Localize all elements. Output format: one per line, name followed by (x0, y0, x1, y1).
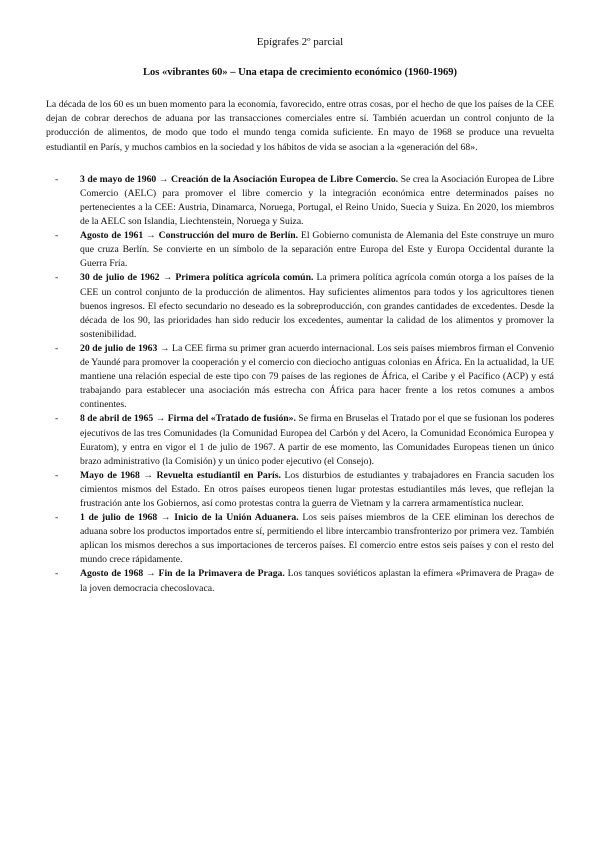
bullet-dash: - (55, 469, 59, 481)
event-heading: Agosto de 1968 → Fin de la Primavera de Praga. (80, 568, 288, 580)
list-item (46, 469, 554, 511)
section-title: Los «vibrantes 60» – Una etapa de crecimiento económico (1960-1969) (143, 67, 457, 78)
event-text: Se crea la Asociación Europea de Libre Comercio (AELC) para promover el libre comercio y la integración económica entre determinados países no pertenecientes a la CEE: Austria, Dinamarca, Noruega, Portugal, el Reino Unido, Suecia y Suiza. En 2020, los miembros de la AELC son Islandia, Liechtenstein, Noruega y Suiza. (80, 173, 554, 228)
events-list (46, 173, 554, 596)
bullet-dash: - (55, 272, 59, 284)
event-heading: Agosto de 1961 → Construcción del muro de Berlín. (80, 230, 301, 242)
event-heading: 8 de abril de 1965 → Firma del «Tratado de fusión». (80, 413, 299, 425)
event-heading: 3 de mayo de 1960 → Creación de la Asociación Europea de Libre Comercio. (80, 173, 401, 185)
event-text: Los tanques soviéticos aplastan la efímera «Primavera de Praga» de la joven democracia checoslovaca. (80, 568, 554, 594)
list-item (46, 567, 554, 595)
event-text: Los disturbios de estudiantes y trabajadores en Francia sacuden los cimientos mismos del Estado. En otros países europeos tienen lugar protestas estudiantiles más leves, que reflejan la frustración ante los Gobiernos, así como protestas contra la guerra de Vietnam y la carrera armamentística nuclear. (80, 469, 555, 509)
bullet-dash: - (55, 173, 59, 185)
list-item (46, 229, 554, 271)
bullet-dash: - (55, 568, 59, 580)
bullet-dash: - (55, 512, 59, 524)
bullet-dash: - (55, 342, 59, 354)
page-title: Epígrafes 2º parcial (256, 36, 344, 48)
event-text: La primera política agrícola común otorga a los países de la CEE un control conjunto de la producción de alimentos. Hay suficientes alimentos para todos y los agricultores tienen buenos ingresos. El efecto secundario no deseado es la sobreproducción, con grandes cantidades de excedentes. Desde la década de los 90, las prioridades han sido reducir los excedentes, aumentar la calidad de los alimentos y promover la sostenibilidad. (80, 272, 554, 340)
event-text: El Gobierno comunista de Alemania del Este construye un muro que cruza Berlín. Se convierte en un símbolo de la separación entre Europa del Este y Europa Occidental durante la Guerra Fría. (80, 230, 554, 270)
event-heading: Mayo de 1968 → Revuelta estudiantil en París. (80, 469, 285, 481)
event-heading: 1 de julio de 1968 → Inicio de la Unión Aduanera. (80, 512, 303, 524)
list-item (46, 342, 554, 412)
event-text: Los seis países miembros de la CEE eliminan los derechos de aduana sobre los productos importados entre sí, permitiendo el libre intercambio transfronterizo por primera vez. También aplican los mismos derechos a sus importaciones de terceros países. El comercio entre estos seis países y con el resto del mundo crece rápidamente. (80, 512, 555, 566)
bullet-dash: - (55, 230, 59, 242)
list-item (46, 412, 554, 468)
event-text: Se firma en Bruselas el Tratado por el que se fusionan los poderes ejecutivos de las tres Comunidades (la Comunidad Europea del Carbón y del Acero, la Comunidad Económica Europea y Euratom), y entra en vigor el 1 de julio de 1967. A partir de ese momento, las Comunidades Europeas tienen un único brazo administrativo (la Comisión) y un único poder ejecutivo (el Consejo). (80, 413, 555, 467)
intro-paragraph: La década de los 60 es un buen momento para la economía, favorecido, entre otras cosas, por el hecho de que los países de la CEE dejan de cobrar derechos de aduana por las transacciones comerciales entre sí. También acuerdan un control conjunto de la producción de alimentos, de modo que todo el mundo tenga comida suficiente. En mayo de 1968 se produce una revuelta estudiantil en París, y muchos cambios en la sociedad y los hábitos de vida se asocian a la «generación del 68». (46, 99, 554, 153)
list-item (46, 511, 554, 567)
event-text: La CEE firma su primer gran acuerdo internacional. Los seis países miembros firman el Convenio de Yaundé para promover la cooperación y el comercio con dieciocho antiguas colonias en África. En la actualidad, la UE mantiene una relación especial de este tipo con 79 países de las regiones de África, el Caribe y el Pacífico (ACP) y está trabajando para establecer una asociación más estrecha con África para hacer frente a los retos comunes a ambos continentes. (80, 342, 554, 411)
bullet-dash: - (55, 413, 59, 425)
event-heading: 20 de julio de 1963 → (80, 342, 173, 354)
event-heading: 30 de julio de 1962 → Primera política agrícola común. (80, 272, 317, 284)
list-item (46, 173, 554, 229)
list-item (46, 271, 554, 341)
